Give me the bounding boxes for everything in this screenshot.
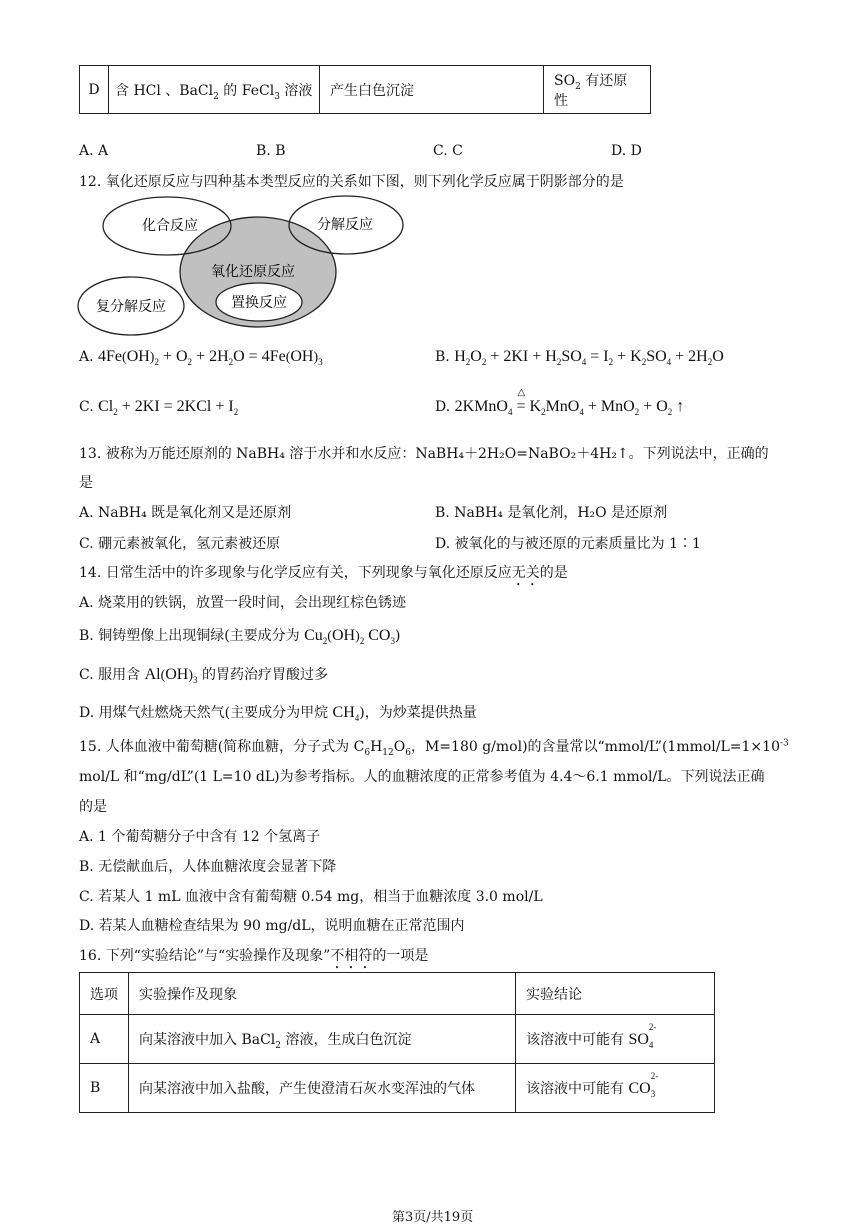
- question-14-option-b: B. 铜铸塑像上出现铜绿(主要成分为 $Cu_2(OH)_2$ $CO_3$): [79, 627, 401, 647]
- question-13-stem-line2: 是: [79, 475, 93, 491]
- question-12-option-c: C. $Cl_2 + 2KI = 2KCl + I_2$: [79, 398, 239, 418]
- question-13-option-c: C. 硼元素被氧化，氢元素被还原: [79, 536, 281, 552]
- question-15-line1: 15. 人体血液中葡萄糖(简称血糖，分子式为 $C_6H_{12}O_6$，M=180 g/mol)的含量常以“$mmol/L”(1mmol/L=1\times 10^{-3}$: [79, 738, 789, 758]
- reagent-cell: 含 HCl 、BaCl$_2$ 的 FeCl$_3$ 溶液: [109, 66, 320, 114]
- header-operation: 实验操作及现象: [129, 973, 516, 1015]
- question-15-option-d: D. 若某人血糖检查结果为 90 mg/dL，说明血糖在正常范围内: [79, 918, 465, 934]
- question-13-option-d: D. 被氧化的与被还原的元素质量比为 1∶1: [435, 536, 701, 552]
- conclusion-cell: $SO_2$ 有还原性: [544, 66, 651, 114]
- question-15-option-b: B. 无偿献血后，人体血糖浓度会显著下降: [79, 859, 337, 875]
- option-a: A. A: [79, 143, 109, 159]
- double-decomposition-label: 复分解反应: [96, 299, 166, 315]
- question-15-line2: mol/L 和“mg/dL”(1 L=10 dL)为参考指标。人的血糖浓度的正常参考值为 4.4～6.1 mmol/L。下列说法正确: [79, 769, 765, 785]
- combination-label: 化合反应: [142, 218, 198, 234]
- question-13-stem-line1: 13. 被称为万能还原剂的 NaBH₄ 溶于水并和水反应：NaBH₄＋2H₂O=NaBO₂＋4H₂↑。下列说法中，正确的: [79, 446, 769, 462]
- option-c: C. C: [433, 143, 463, 159]
- question-16-stem: 16. 下列“实验结论”与“实验操作及现象”不相符的一项是: [79, 948, 429, 964]
- displacement-label: 置换反应: [231, 295, 287, 311]
- question-12-option-d: D. 2KMnO$_4$ △ = $K_2MnO_4 + MnO_2 + O_2$ ↑: [435, 387, 685, 418]
- redox-label: 氧化还原反应: [211, 264, 295, 280]
- row-operation: 向某溶液中加入盐酸，产生使澄清石灰水变浑浊的气体: [129, 1064, 516, 1113]
- row-conclusion: 该溶液中可能有 SO 2- $_4$: [516, 1015, 715, 1064]
- question-12-stem: 12. 氧化还原反应与四种基本类型反应的关系如下图，则下列化学反应属于阴影部分的是: [79, 174, 624, 190]
- question-14-option-a: A. 烧菜用的铁锅，放置一段时间，会出现红棕色锈迹: [79, 595, 407, 611]
- question-15-option-a: A. 1 个葡萄糖分子中含有 12 个氢离子: [79, 829, 321, 845]
- question-15-line3: 的是: [79, 799, 107, 815]
- option-d: D. D: [611, 143, 642, 159]
- row-operation: 向某溶液中加入 BaCl$_2$ 溶液，生成白色沉淀: [129, 1015, 516, 1064]
- question-14-stem: 14. 日常生活中的许多现象与化学反应有关，下列现象与氧化还原反应无关的是: [79, 565, 568, 581]
- option-b: B. B: [256, 143, 286, 159]
- top-table: [79, 65, 651, 114]
- question-14-option-c: C. 服用含 $Al(OH)_3$ 的胃药治疗胃酸过多: [79, 666, 328, 686]
- decomposition-label: 分解反应: [317, 217, 373, 233]
- row-conclusion: 该溶液中可能有 CO 2- $_3$: [516, 1064, 715, 1113]
- header-conclusion: 实验结论: [516, 973, 715, 1015]
- row-label: A: [80, 1015, 129, 1064]
- question-12-option-a: A. $4Fe(OH)_2 + O_2 + 2H_2O = 4Fe(OH)_3$: [79, 348, 323, 368]
- emphasis-text: 无关: [511, 565, 540, 581]
- emphasis-text: 不相符: [330, 948, 373, 964]
- header-option: 选项: [80, 973, 129, 1015]
- reaction-type-diagram: [70, 192, 410, 342]
- page-footer: 第3页/共19页: [392, 1210, 474, 1225]
- table-row: [80, 1064, 715, 1113]
- question-12-option-b: B. $H_2O_2 + 2KI + H_2SO_4 = I_2 + K_2SO_4 + 2H_2O$: [435, 348, 724, 368]
- table-row: [80, 1015, 715, 1064]
- question-13-option-a: A. NaBH₄ 既是氧化剂又是还原剂: [79, 505, 292, 521]
- question-14-option-d: D. 用煤气灶燃烧天然气(主要成分为甲烷 $CH_4$)，为炒菜提供热量: [79, 704, 477, 724]
- experiment-table: [79, 972, 715, 1113]
- table-header-row: [80, 973, 715, 1015]
- row-label: B: [80, 1064, 129, 1113]
- phenomenon-cell: 产生白色沉淀: [320, 66, 544, 114]
- question-15-option-c: C. 若某人 1 mL 血液中含有葡萄糖 0.54 mg，相当于血糖浓度 3.0 mol/L: [79, 889, 543, 905]
- question-13-option-b: B. NaBH₄ 是氧化剂，H₂O 是还原剂: [435, 505, 668, 521]
- table-row-label: D: [80, 66, 109, 114]
